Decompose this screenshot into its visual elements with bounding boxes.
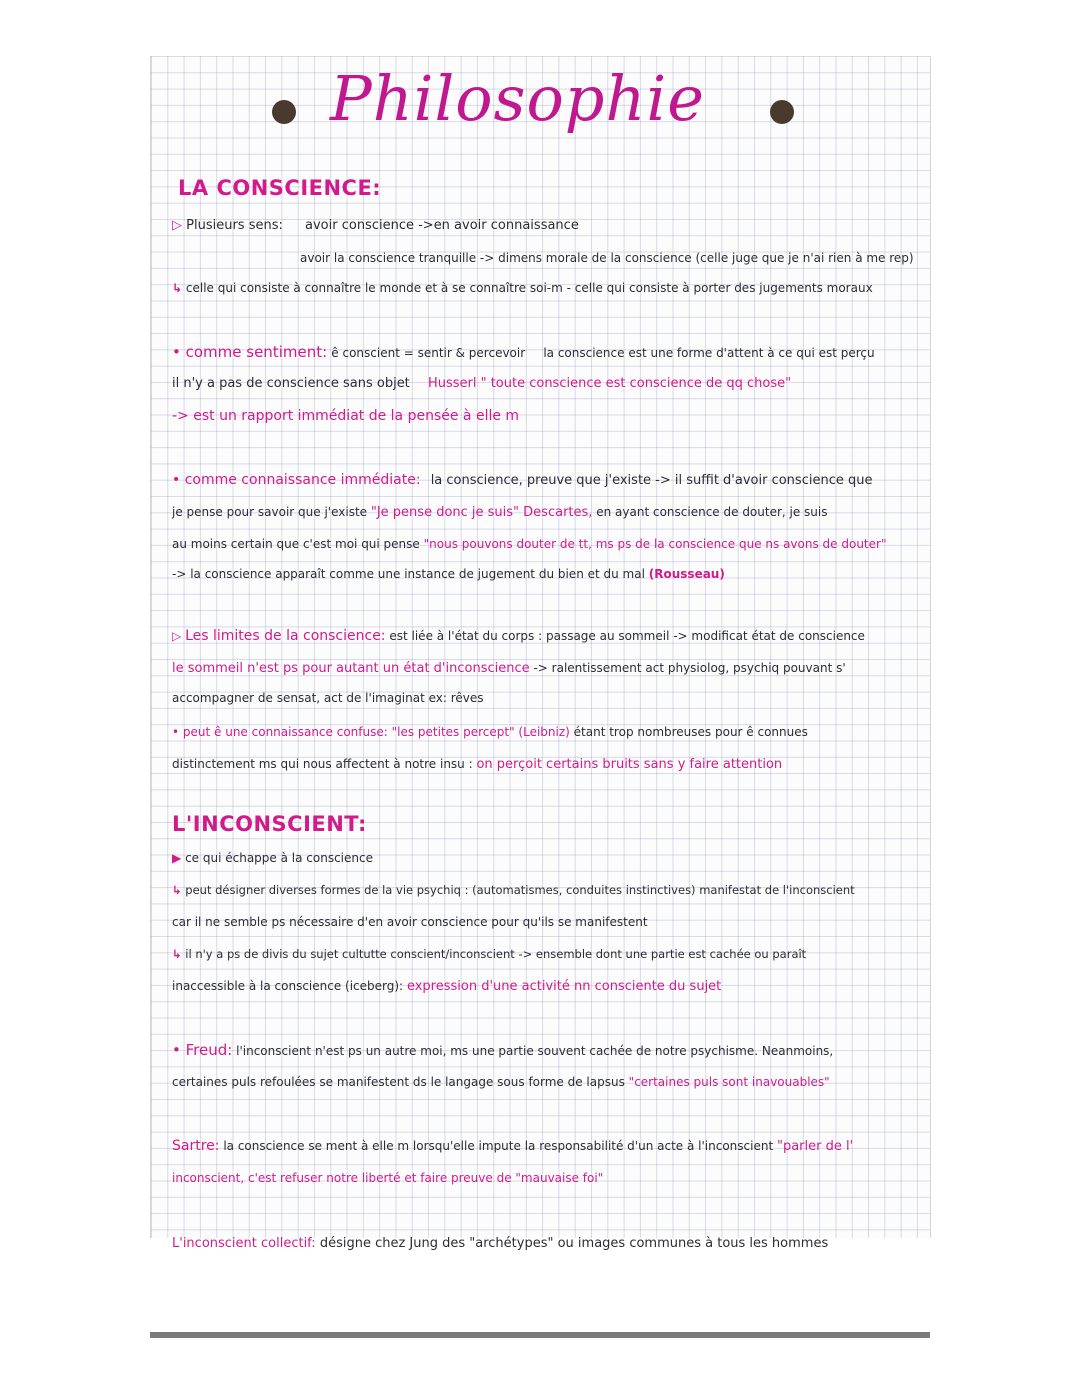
section-heading-conscience: LA CONSCIENCE:: [178, 176, 382, 200]
note-line-16: ▶ ce qui échappe à la conscience: [172, 851, 373, 865]
note-line-11: ▷ Les limites de la conscience: est liée à l'état du corps : passage au sommeil -> modificat état de conscience: [172, 628, 865, 644]
note-line-14: • peut ê une connaissance confuse: "les petites percept" (Leibniz) étant trop nombreuses pour ê connues: [172, 725, 808, 739]
note-line-12: le sommeil n'est ps pour autant un état d'inconscience -> ralentissement act physiolog, psychiq pouvant s': [172, 661, 846, 676]
arrow-return-icon: ↳: [172, 281, 183, 295]
arrow-return-icon: ↳: [172, 947, 182, 961]
note-line-3: ↳ celle qui consiste à connaître le monde et à se connaître soi-m - celle qui consiste à porter des jugements moraux: [172, 281, 873, 295]
note-line-7: • comme connaissance immédiate: la conscience, preuve que j'existe -> il suffit d'avoir conscience que: [172, 472, 873, 488]
note-line-4: • comme sentiment: ê conscient = sentir & percevoir la conscience est une forme d'attent à ce qui est perçu: [172, 343, 875, 361]
note-line-23: Sartre: la conscience se ment à elle m lorsqu'elle impute la responsabilité d'un acte à l'inconscient "parler de l': [172, 1138, 854, 1154]
note-line-2: avoir la conscience tranquille -> dimens morale de la conscience (celle juge que je n'ai rien à me rep): [300, 251, 914, 265]
note-line-10: -> la conscience apparaît comme une instance de jugement du bien et du mal (Rousseau): [172, 567, 725, 581]
note-line-8: je pense pour savoir que j'existe "Je pense donc je suis" Descartes, en ayant conscience de douter, je suis: [172, 505, 828, 520]
arrow-icon: ▷: [172, 218, 182, 233]
note-line-1: ▷ Plusieurs sens: avoir conscience ->en avoir connaissance: [172, 218, 579, 233]
note-line-19: ↳ il n'y a ps de divis du sujet cultutte conscient/inconscient -> ensemble dont une partie est cachée ou paraît: [172, 947, 807, 961]
page-bottom-edge: [150, 1332, 930, 1338]
note-line-6: -> est un rapport immédiat de la pensée à elle m: [172, 408, 520, 424]
note-line-20: inaccessible à la conscience (iceberg): expression d'une activité nn consciente du sujet: [172, 979, 722, 994]
note-line-18: car il ne semble ps nécessaire d'en avoir conscience pour qu'ils se manifestent: [172, 915, 648, 929]
binder-hole-right: [770, 100, 794, 124]
note-line-13: accompagner de sensat, act de l'imaginat ex: rêves: [172, 691, 484, 705]
note-line-5: il n'y a pas de conscience sans objet Husserl " toute conscience est conscience de qq chose": [172, 376, 792, 391]
note-line-15: distinctement ms qui nous affectent à notre insu : on perçoit certains bruits sans y faire attention: [172, 757, 783, 772]
arrow-return-icon: ↳: [172, 883, 182, 897]
section-heading-inconscient: L'INCONSCIENT:: [172, 812, 367, 836]
note-line-22: certaines puls refoulées se manifestent ds le langage sous forme de lapsus "certaines puls sont inavouables": [172, 1075, 830, 1089]
note-line-17: ↳ peut désigner diverses formes de la vie psychiq : (automatismes, conduites instinctives) manifestat de l'inconscient: [172, 883, 855, 897]
note-line-21: • Freud: l'inconscient n'est ps un autre moi, ms une partie souvent cachée de notre psychisme. Neanmoins,: [172, 1041, 834, 1059]
note-line-9: au moins certain que c'est moi qui pense "nous pouvons douter de tt, ms ps de la conscience que ns avons de douter": [172, 537, 887, 551]
page-title: Philosophie: [330, 62, 705, 135]
arrow-icon: ▷: [172, 629, 182, 643]
arrow-icon: ▶: [172, 851, 182, 865]
note-line-25: L'inconscient collectif: désigne chez Jung des "archétypes" ou images communes à tous les hommes: [172, 1236, 829, 1251]
binder-hole-left: [272, 100, 296, 124]
note-line-24: inconscient, c'est refuser notre liberté et faire preuve de "mauvaise foi": [172, 1171, 604, 1185]
